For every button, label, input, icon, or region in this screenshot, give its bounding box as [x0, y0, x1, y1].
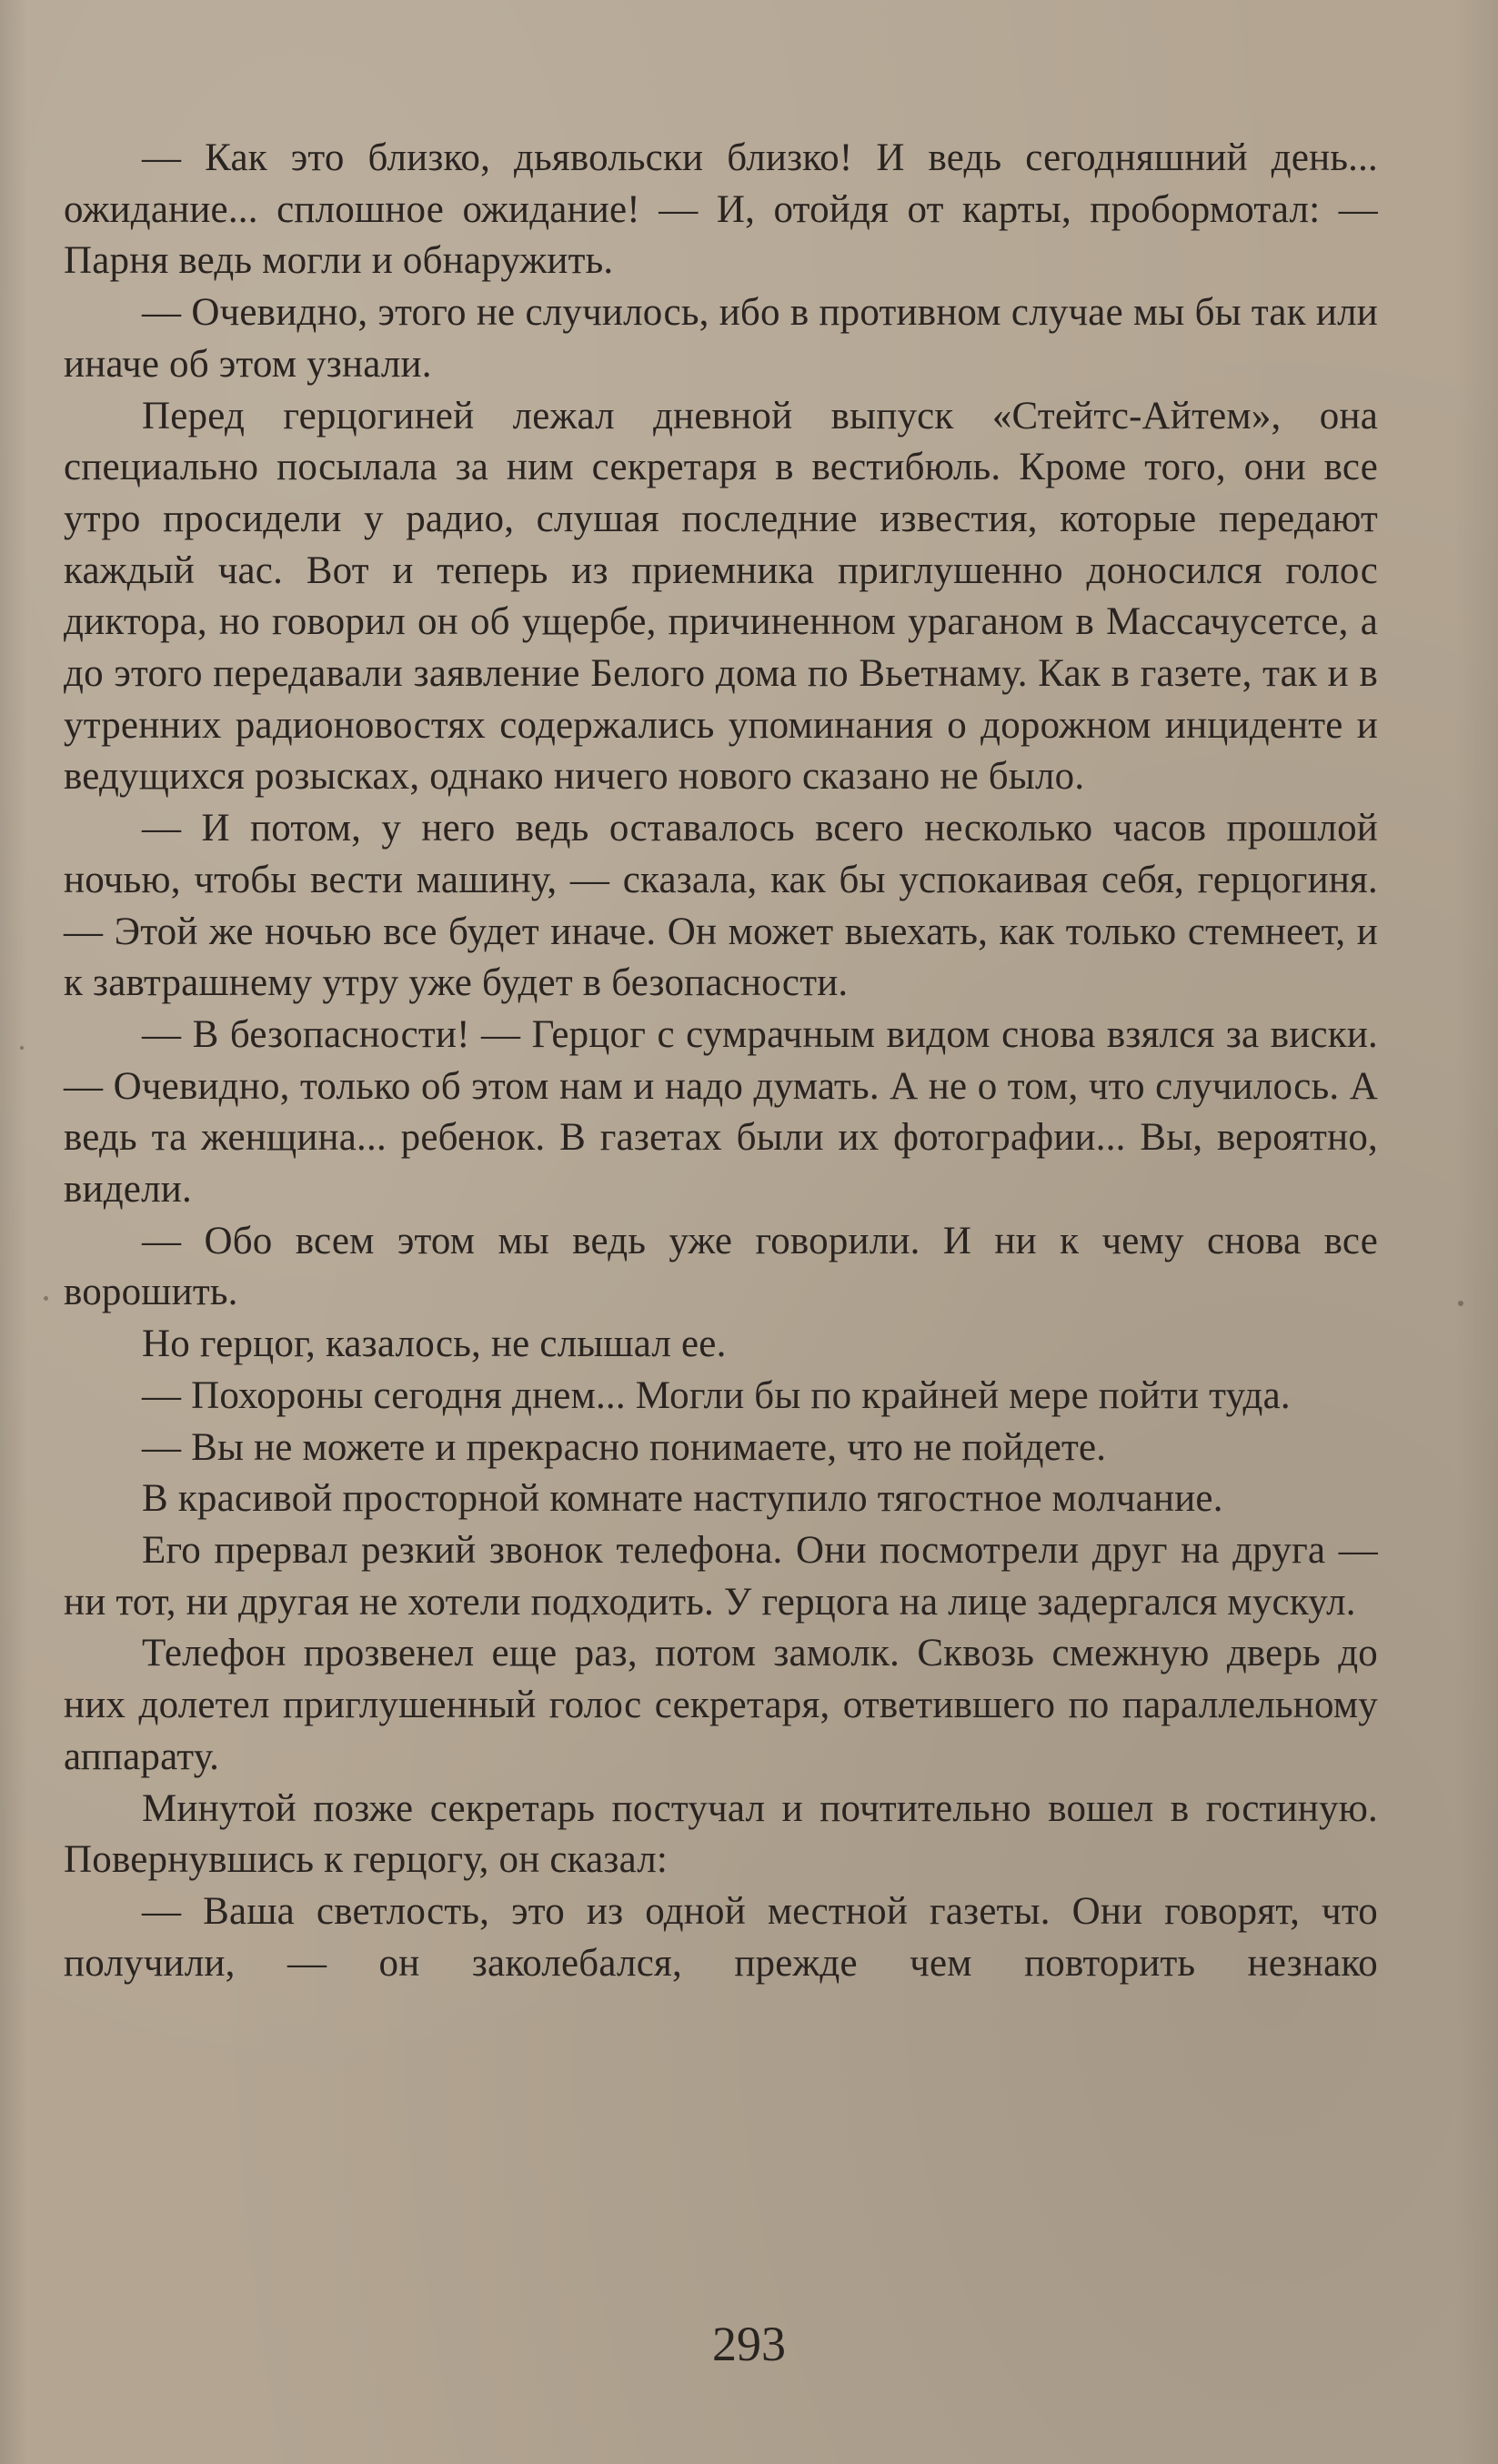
paragraph: — Ваша светлость, это из одной местной газеты. Они говорят, что получили, — он заколебался, прежде чем повторить незнако [64, 1889, 1378, 1985]
paragraph: В красивой просторной комнате наступило тягостное молчание. [142, 1477, 1223, 1521]
paragraph: — Очевидно, этого не случилось, ибо в противном случае мы бы так или иначе об этом узнали. [64, 291, 1378, 386]
paragraph: Телефон прозвенел еще раз, потом замолк. Сквозь смежную дверь до них долетел приглушенный голос секретаря, ответившего по параллельному аппарату. [64, 1632, 1378, 1778]
body-text [64, 133, 1378, 1989]
paragraph: — И потом, у него ведь оставалось всего несколько часов прошлой ночью, чтобы вести машину, — сказала, как бы успокаивая себя, герцогиня. — Этой же ночью все будет иначе. Он может выехать, как только стемнеет, и к завтрашнему утру уже будет в безопасности. [64, 807, 1378, 1005]
paragraph: Минутой позже секретарь постучал и почтительно вошел в гостиную. Повернувшись к герцогу, он сказал: [64, 1786, 1378, 1882]
paragraph: Перед герцогиней лежал дневной выпуск «Стейтс-Айтем», она специально посылала за ним секретаря в вестибюль. Кроме того, они все утро просидели у радио, слушая последние известия, которые передают каждый час. Вот и теперь из приемника приглушенно доносился голос диктора, но говорил он об ущербе, причиненном ураганом в Массачусетсе, а до этого передавали заявление Белого дома по Вьетнаму. Как в газете, так и в утренних радионовостях содержались упоминания о дорожном инциденте и ведущихся розысках, однако ничего нового сказано не было. [64, 394, 1378, 799]
paper-speck [1458, 1301, 1463, 1306]
page-number: 293 [712, 2317, 786, 2371]
paragraph: — Вы не можете и прекрасно понимаете, что не пойдете. [142, 1425, 1107, 1469]
paragraph: — Как это близко, дьявольски близко! И ведь сегодняшний день... ожидание... сплошное ожидание! — И, отойдя от карты, пробормотал: — Парня ведь могли и обнаружить. [64, 136, 1378, 283]
paragraph: — В безопасности! — Герцог с сумрачным видом снова взялся за виски. — Очевидно, только об этом нам и надо думать. А не о том, что случилось. А ведь та женщина... ребенок. В газетах были их фотографии... Вы, вероятно, видели. [64, 1012, 1378, 1212]
paragraph: — Обо всем этом мы ведь уже говорили. И ни к чему снова все ворошить. [64, 1219, 1378, 1314]
paragraph: Но герцог, казалось, не слышал ее. [142, 1323, 727, 1366]
paragraph: — Похороны сегодня днем... Могли бы по крайней мере пойти туда. [142, 1373, 1291, 1417]
paper-speck [20, 1046, 24, 1050]
paragraph: Его прервал резкий звонок телефона. Они посмотрели друг на друга — ни тот, ни другая не хотели подходить. У герцога на лице задергался мускул. [64, 1528, 1378, 1624]
paper-speck [44, 1296, 48, 1301]
